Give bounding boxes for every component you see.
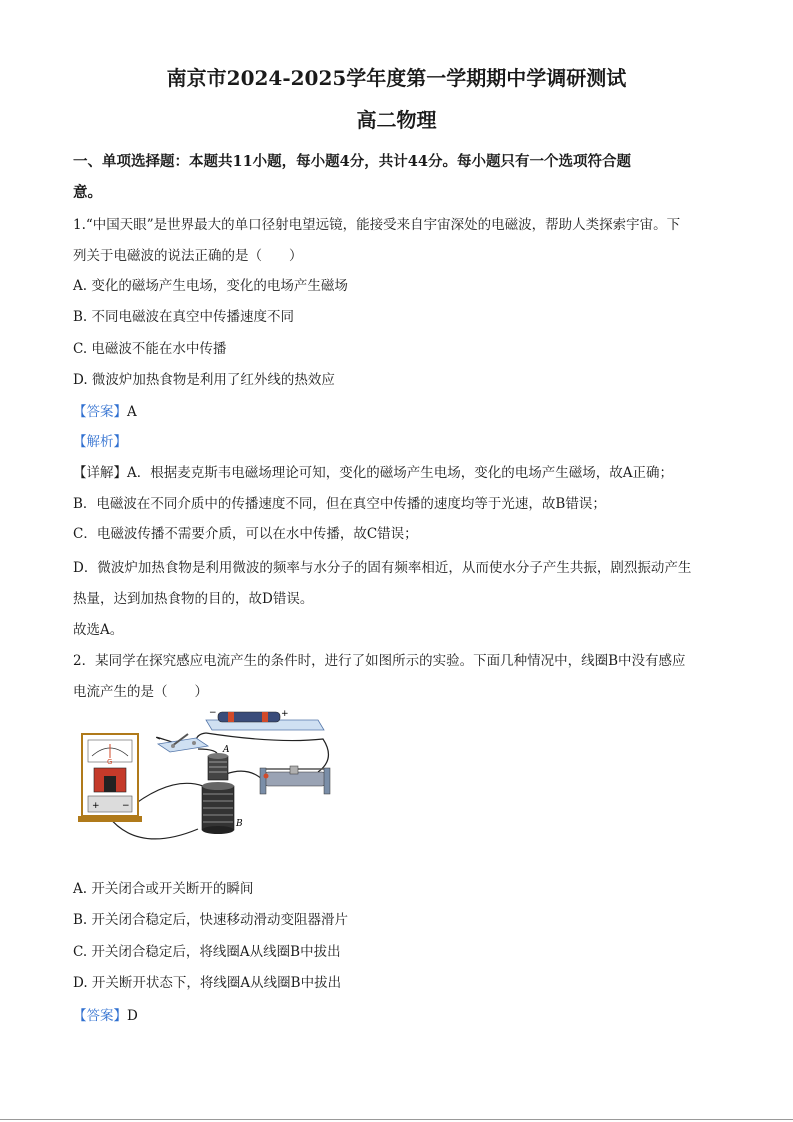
q1-detail-d-cont: 热量，达到加热食物的目的，故D错误。 <box>73 591 314 607</box>
power-supply <box>206 708 324 730</box>
q1-option-c: C. 电磁波不能在水中传播 <box>73 341 227 357</box>
q2-option-d: D. 开关断开状态下，将线圈A从线圈B中拔出 <box>73 975 342 991</box>
section-heading-cont: 意。 <box>73 184 102 201</box>
answer-value: A <box>127 404 137 420</box>
coil-b-label: B <box>236 819 243 829</box>
page-bottom-divider <box>0 1119 793 1120</box>
q1-stem: 1.“中国天眼”是世界最大的单口径射电望远镜，能接受来自宇宙深处的电磁波，帮助人类探索宇宙。下 <box>73 217 681 233</box>
galvanometer <box>78 734 142 822</box>
q1-detail-d: D．微波炉加热食物是利用微波的频率与水分子的固有频率相近，从而使水分子产生共振，剧烈振动产生 <box>73 560 692 576</box>
minus-label: − <box>209 708 217 718</box>
q1-analysis-tag: 【解析】 <box>73 434 127 450</box>
q1-detail-c: C．电磁波传播不需要介质，可以在水中传播，故C错误； <box>73 526 418 542</box>
q1-stem-cont: 列关于电磁波的说法正确的是（ ） <box>73 248 303 264</box>
q2-option-c: C. 开关闭合稳定后，将线圈A从线圈B中拔出 <box>73 944 341 960</box>
q1-conclusion: 故选A。 <box>73 622 124 638</box>
q2-answer <box>73 1004 138 1024</box>
detail-tag: 【详解】 <box>73 465 127 481</box>
q1-detail-b: B．电磁波在不同介质中的传播速度不同，但在真空中传播的速度均等于光速，故B错误； <box>73 496 606 512</box>
q1-option-b: B. 不同电磁波在真空中传播速度不同 <box>73 309 295 325</box>
coil-b <box>202 782 243 834</box>
answer-value: D <box>127 1008 138 1024</box>
q2-stem-cont: 电流产生的是（ ） <box>73 684 208 700</box>
wire-coil-a-rheostat <box>226 771 263 780</box>
q1-answer <box>73 400 137 420</box>
q1-option-d: D. 微波炉加热食物是利用了红外线的热效应 <box>73 372 335 388</box>
galvanometer-label: G <box>107 758 113 766</box>
answer-tag: 【答案】 <box>73 404 127 420</box>
q1-option-a: A. 变化的磁场产生电场，变化的电场产生磁场 <box>73 278 348 294</box>
exam-subject: 高二物理 <box>356 108 437 132</box>
exam-title: 南京市2024-2025学年度第一学期期中学调研测试 <box>166 66 627 90</box>
q2-option-b: B. 开关闭合稳定后，快速移动滑动变阻器滑片 <box>73 912 349 928</box>
meter-plus-label: + <box>92 801 100 811</box>
section-heading: 一、单项选择题：本题共11小题，每小题4分，共计44分。每小题只有一个选项符合题 <box>73 153 631 170</box>
q1-detail-a <box>73 461 673 481</box>
plus-label: + <box>281 709 289 719</box>
answer-tag: 【答案】 <box>73 1008 127 1024</box>
coil-a-label: A <box>223 745 230 755</box>
q2-stem: 2．某同学在探究感应电流产生的条件时，进行了如图所示的实验。下面几种情况中，线圈B中没有感应 <box>73 653 686 669</box>
q2-option-a: A. 开关闭合或开关断开的瞬间 <box>73 881 254 897</box>
detail-text: A．根据麦克斯韦电磁场理论可知，变化的磁场产生电场，变化的电场产生磁场，故A正确； <box>127 465 673 481</box>
meter-minus-label: − <box>122 801 130 811</box>
experiment-figure <box>78 704 340 854</box>
